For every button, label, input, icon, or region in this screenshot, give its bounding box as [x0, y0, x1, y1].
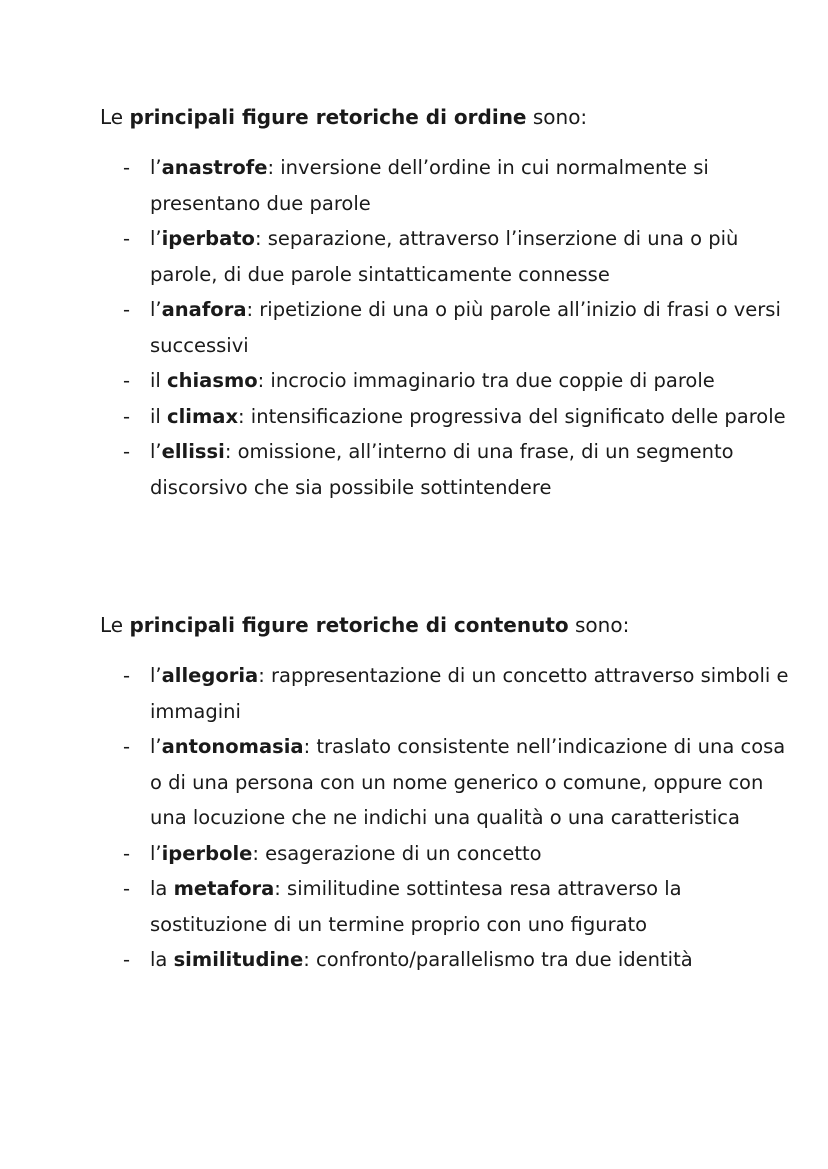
definition: : ripetizione di una o più parole all’inizio di frasi o versi successivi — [150, 298, 781, 357]
list-item: - la similitudine: confronto/parallelismo tra due identità — [100, 942, 800, 978]
term: climax — [167, 404, 239, 428]
section-content-figures — [100, 608, 800, 978]
definition: : similitudine sottintesa resa attraverso la sostituzione di un termine proprio con uno figurato — [150, 877, 682, 936]
term: ellissi — [161, 440, 225, 463]
definition: : esagerazione di un concetto — [252, 841, 542, 865]
definition: : separazione, attraverso l’inserzione di una o più parole, di due parole sintatticamente connesse — [150, 227, 739, 286]
definition: : traslato consistente nell’indicazione di una cosa o di una persona con un nome generico o comune, oppure con una locuzione che ne indichi una qualità o una caratteristica — [150, 735, 786, 829]
intro-suffix: sono: — [575, 613, 630, 637]
term: allegoria — [161, 664, 259, 687]
list-item: - l’ellissi: omissione, all’interno di una frase, di un segmento discorsivo che sia possibile sottintendere — [100, 434, 800, 505]
list-item: - il chiasmo: incrocio immaginario tra due coppie di parole — [100, 363, 800, 399]
term: metafora — [173, 877, 275, 900]
section-order-figures — [100, 100, 800, 505]
list-item: - l’iperbole: esagerazione di un concetto — [100, 836, 800, 872]
intro-bold: principali figure retoriche di contenuto — [129, 613, 569, 637]
bullet-dash: - — [123, 664, 131, 687]
bullet-dash: - — [123, 440, 131, 463]
definition: : intensificazione progressiva del significato delle parole — [238, 404, 786, 428]
definition: : confronto/parallelismo tra due identità — [303, 948, 693, 971]
intro-prefix: Le — [100, 105, 124, 129]
list-item: - l’iperbato: separazione, attraverso l’inserzione di una o più parole, di due parole sintatticamente connesse — [100, 221, 800, 292]
term: anastrofe — [161, 156, 268, 179]
definition: : rappresentazione di un concetto attraverso simboli e immagini — [150, 664, 789, 723]
bullet-dash: - — [123, 841, 131, 865]
section-intro — [100, 608, 800, 643]
term: antonomasia — [161, 735, 304, 758]
section-intro — [100, 100, 800, 135]
bullet-dash: - — [123, 298, 131, 321]
list-item: - la metafora: similitudine sottintesa resa attraverso la sostituzione di un termine proprio con uno figurato — [100, 871, 800, 942]
term: iperbato — [161, 227, 255, 250]
bullet-dash: - — [123, 227, 131, 250]
term: similitudine — [173, 948, 304, 971]
intro-prefix: Le — [100, 613, 124, 637]
bullet-dash: - — [123, 156, 131, 179]
figure-list — [100, 150, 800, 505]
list-item: - l’antonomasia: traslato consistente nell’indicazione di una cosa o di una persona con un nome generico o comune, oppure con una locuzione che ne indichi una qualità o una caratteristica — [100, 729, 800, 836]
bullet-dash: - — [123, 735, 131, 758]
bullet-dash: - — [123, 369, 131, 392]
intro-suffix: sono: — [532, 105, 588, 129]
list-item: - l’anastrofe: inversione dell’ordine in cui normalmente si presentano due parole — [100, 150, 800, 221]
definition: : omissione, all’interno di una frase, di un segmento discorsivo che sia possibile sottintendere — [150, 440, 734, 499]
term: iperbole — [161, 841, 253, 865]
figure-list — [100, 658, 800, 978]
term: anafora — [161, 298, 247, 321]
list-item: - l’allegoria: rappresentazione di un concetto attraverso simboli e immagini — [100, 658, 800, 729]
definition: : incrocio immaginario tra due coppie di parole — [257, 369, 715, 392]
list-item: - il climax: intensificazione progressiva del significato delle parole — [100, 399, 800, 435]
bullet-dash: - — [123, 404, 131, 428]
bullet-dash: - — [123, 948, 131, 971]
bullet-dash: - — [123, 877, 131, 900]
definition: : inversione dell’ordine in cui normalmente si presentano due parole — [150, 156, 709, 215]
list-item: - l’anafora: ripetizione di una o più parole all’inizio di frasi o versi successivi — [100, 292, 800, 363]
term: chiasmo — [167, 369, 258, 392]
intro-bold: principali figure retoriche di ordine — [129, 105, 527, 129]
